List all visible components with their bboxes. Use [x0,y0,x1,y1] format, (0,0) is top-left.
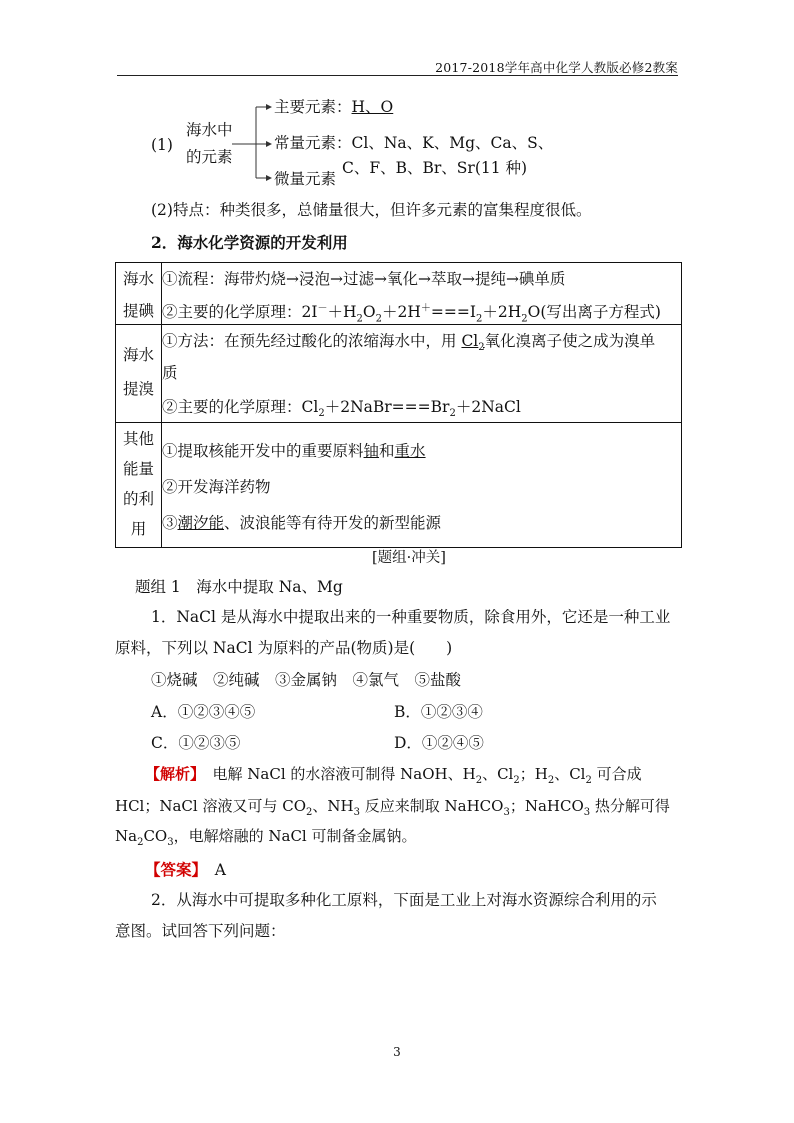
question1-items: ①烧碱 ②纯碱 ③金属钠 ④氯气 ⑤盐酸 [151,671,462,689]
diagram-root-line1: 海水中 [186,121,233,139]
heavy-water-underline: 重水 [394,442,426,461]
answer-line [145,862,226,879]
analysis-tag: 【解析】 [145,765,198,783]
section-heading: 2．海水化学资源的开发利用 [151,233,348,252]
analysis-line3: $Na_2CO_3$，电解熔融的 NaCl 可制备金属钠。 [115,827,417,848]
analysis-line2: HCl；NaCl 溶液又可与 $CO_2$、$NH_3$ 反应来制取 NaHCO$_3$；NaHCO$_3$ 热分解可得 [115,797,670,818]
resource-table [115,262,682,548]
uranium-underline: 铀 [363,442,380,461]
feature-paragraph: (2)特点：种类很多，总储量很大，但许多元素的富集程度很低。 [151,201,592,219]
branch-major-value: H、O [351,98,394,116]
question1-line2: 原料，下列以 NaCl 为原料的产品(物质)是( ) [115,639,453,657]
row-content-iodine: ①流程：海带灼烧→浸泡→过滤→氧化→萃取→提纯→碘单质 ②主要的化学原理：$2I^-+H_2O_2+2H^+===I_2+2H_2O$(写出离子方程式) [162,263,682,325]
row-label-iodine: 海水 提碘 [116,263,162,325]
page-header: 2017-2018学年高中化学人教版必修2教案 [435,60,678,75]
branch-major-label: 主要元素：H、O [274,98,394,116]
row-label-bromine: 海水 提溴 [116,325,162,423]
branch-trace-label: 微量元素 [274,170,337,188]
tidal-energy-underline: 潮汐能 [177,514,225,533]
chlorine-underline: $Cl_2$ [461,332,485,354]
option-b: B．①②③④ [394,703,483,721]
option-a: A．①②③④⑤ [151,703,256,721]
answer-value: A [214,861,226,879]
question2-line2: 意图。试回答下列问题： [115,922,286,940]
table-caption: [题组·冲关] [372,550,446,566]
branch-constant-value: Cl、Na、K、Mg、Ca、S、 [351,134,554,152]
diagram-bracket-lines [0,0,794,220]
branch-constant-label: 常量元素：Cl、Na、K、Mg、Ca、S、 [274,134,554,152]
question1-line1: 1．NaCl 是从海水中提取出来的一种重要物质，除食用外，它还是一种工业 [151,608,671,626]
table-row [116,325,682,423]
table-row [116,423,682,548]
option-c: C．①②③⑤ [151,734,241,752]
diagram-root-line2: 的元素 [186,148,233,166]
iodine-equation: ②主要的化学原理：$2I^-+H_2O_2+2H^+===I_2+2H_2O$(写出离子方程式) [162,303,661,325]
question2-line1: 2．从海水中可提取多种化工原料，下面是工业上对海水资源综合利用的示 [151,891,657,909]
branch-constant-value-line2: C、F、B、Br、Sr(11 种) [342,159,528,177]
row-content-other-energy: ①提取核能开发中的重要原料铀和重水 ②开发海洋药物 ③潮汐能、波浪能等有待开发的新型能源 [162,423,682,548]
diagram-number: (1) [151,136,173,154]
group-title: 题组 1 海水中提取 Na、Mg [135,578,343,596]
table-row [116,263,682,325]
row-label-other-energy: 其他 能量 的利 用 [116,423,162,548]
page-number: 3 [393,1045,401,1059]
bromine-equation: ②主要的化学原理：$Cl_2+2NaBr===Br_2+2NaCl$ [162,398,521,420]
option-d: D．①②④⑤ [394,734,484,752]
answer-tag: 【答案】 [145,860,200,879]
analysis-line1: 【解析】 电解 NaCl 的水溶液可制得 NaOH、$H_2$、$Cl_2$；$H_2$、$Cl_2$ 可合成 [145,765,642,786]
row-content-bromine: ①方法：在预先经过酸化的浓缩海水中，用 $Cl_2$氧化溴离子使之成为溴单 质 ②主要的化学原理：$Cl_2+2NaBr===Br_2+2NaCl$ [162,325,682,423]
